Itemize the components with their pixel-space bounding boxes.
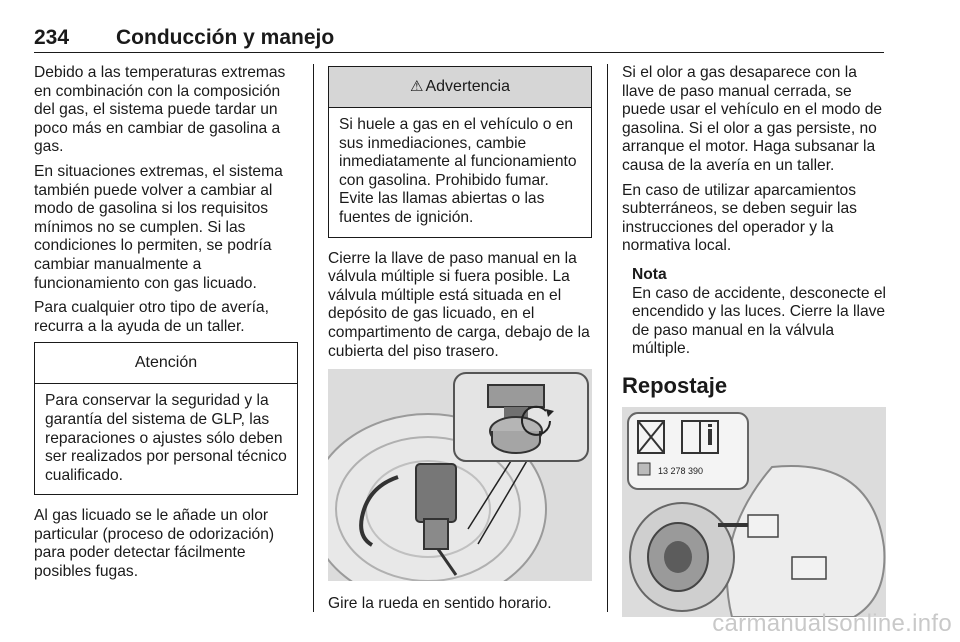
column-right [622,64,886,617]
fuel-door-illustration [622,407,886,617]
warning-body: Si huele a gas en el vehículo o en sus inmediaciones, cambie inmediatamente al funcionamiento con gasolina. Prohibido fumar. Evite las llamas abiertas o las fuentes de ignición. [339,116,577,226]
attention-box [34,342,298,495]
warning-title: Advertencia [425,78,510,95]
warning-icon: ⚠ [410,78,424,95]
valve-illustration [328,369,592,581]
column-divider [607,64,608,612]
paragraph: En caso de utilizar aparcamientos subterráneos, se deben seguir las instrucciones del operador y la normativa local. [622,181,857,255]
paragraph: Para cualquier otro tipo de avería, recurra a la ayuda de un taller. [34,299,269,335]
figure-caption: Gire la rueda en sentido horario. [328,595,552,613]
note-body: En caso de accidente, desconecte el encendido y las luces. Cierre la llave de paso manual en la válvula múltiple. [632,284,886,358]
label-number: 13 278 390 [658,465,704,476]
warning-box [328,66,592,238]
attention-body: Para conservar la seguridad y la garantía del sistema de GLP, las reparaciones o ajustes sólo deben ser realizados por personal técnico cualificado. [45,392,287,484]
paragraph: Cierre la llave de paso manual en la válvula múltiple si fuera posible. La válvula múltiple está situada en el depósito de gas licuado, en el compartimento de carga, debajo de la cubierta del piso trasero. [328,249,590,360]
watermark: carmanualsonline.info [712,610,952,637]
note-block [622,266,886,359]
column-divider [313,64,314,612]
column-left [34,64,298,588]
note-title: Nota [632,265,667,283]
section-heading: Repostaje [622,372,728,398]
page-title: Conducción y manejo [116,26,335,49]
attention-title: Atención [35,343,297,384]
column-middle [328,64,592,620]
paragraph: En situaciones extremas, el sistema también puede volver a cambiar al modo de gasolina si los requisitos mínimos no se cumplen. Si las condiciones lo permiten, se podría cambiar manualmente a funcionamiento con gas licuado. [34,162,283,292]
paragraph: Al gas licuado se le añade un olor particular (proceso de odorización) para poder detectar fácilmente posibles fugas. [34,507,275,581]
page-header [34,26,884,53]
page-number: 234 [34,26,70,49]
paragraph: Si el olor a gas desaparece con la llave de paso manual cerrada, se puede usar el vehículo en el modo de gasolina. Si el olor a gas persiste, no arranque el motor. Haga subsanar la causa de la avería en un taller. [622,64,883,174]
warning-header [329,67,591,108]
paragraph: Debido a las temperaturas extremas en combinación con la composición del gas, el sistema puede tardar un poco más en cambiar de gasolina a gas. [34,64,286,156]
